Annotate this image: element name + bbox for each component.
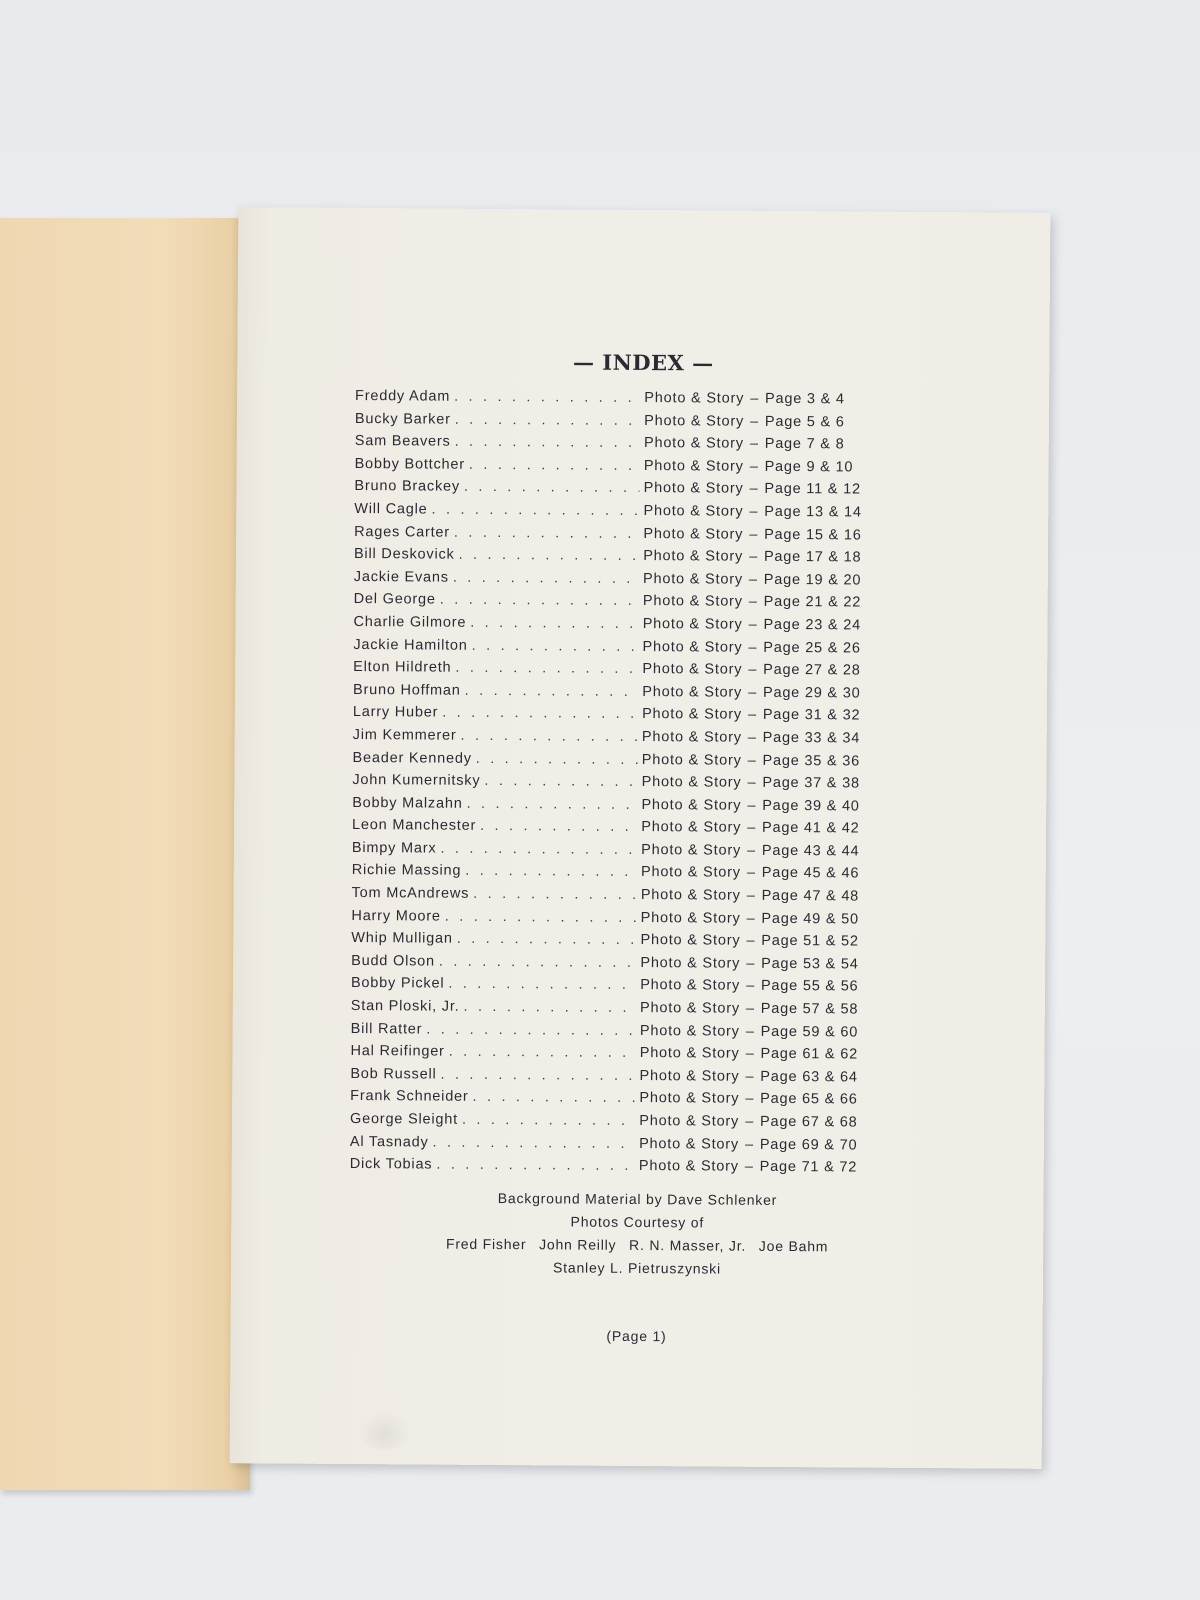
entry-pages: Page 13 & 14 [764, 503, 862, 521]
entry-name: Bill Ratter [350, 1020, 423, 1038]
entry-kind: Photo & Story [642, 683, 743, 701]
entry-name: Harry Moore [351, 907, 441, 925]
entry-pages: Page 69 & 70 [759, 1136, 858, 1154]
entry-kind: Photo & Story [643, 570, 743, 588]
entry-name: Hal Reifinger [350, 1043, 445, 1060]
entry-name: Jim Kemmerer [352, 726, 457, 744]
dot-leader [445, 908, 637, 925]
entry-dash: – [749, 435, 759, 453]
dot-leader [465, 682, 639, 699]
entry-kind: Photo & Story [639, 1067, 740, 1085]
entry-dash: – [746, 955, 756, 972]
entry-dash: – [746, 932, 756, 950]
entry-pages: Page 55 & 56 [760, 978, 859, 995]
entry-name: Bobby Malzahn [352, 794, 463, 812]
entry-pages: Page 37 & 38 [762, 774, 860, 792]
index-title: — INDEX — [572, 349, 714, 376]
entry-kind: Photo & Story [639, 1113, 740, 1130]
entry-kind: Photo & Story [641, 796, 742, 814]
entry-name: Bobby Pickel [350, 975, 445, 993]
entry-dash: – [747, 707, 757, 724]
entry-kind: Photo & Story [643, 457, 744, 475]
dot-leader [440, 592, 639, 609]
entry-pages: Page 31 & 32 [762, 707, 861, 724]
entry-kind: Photo & Story [640, 1000, 740, 1017]
entry-pages: Page 25 & 26 [763, 639, 861, 657]
entry-dash: – [747, 774, 757, 791]
entry-kind: Photo & Story [640, 887, 741, 904]
dot-leader [469, 457, 640, 474]
dot-leader [484, 773, 637, 790]
entry-kind: Photo & Story [640, 909, 741, 927]
dot-leader [459, 547, 640, 564]
entry-dash: – [744, 1158, 754, 1175]
entry-pages: Page 5 & 6 [764, 413, 845, 431]
entry-dash: – [745, 1000, 755, 1017]
credits-photos-heading: Photos Courtesy of [570, 1213, 705, 1231]
entry-name: Leon Manchester [352, 817, 477, 835]
dot-leader [473, 1089, 636, 1106]
dot-leader [476, 750, 638, 767]
entry-kind: Photo & Story [639, 1135, 740, 1153]
entry-pages: Page 35 & 36 [762, 752, 861, 770]
dot-leader [440, 1066, 635, 1083]
entry-name: Sam Beavers [354, 433, 451, 450]
dot-leader [470, 615, 639, 632]
entry-pages: Page 23 & 24 [763, 616, 862, 634]
dot-leader [439, 953, 637, 970]
entry-pages: Page 45 & 46 [761, 865, 860, 882]
entry-pages: Page 7 & 8 [764, 436, 845, 453]
entry-kind: Photo & Story [642, 615, 743, 633]
entry-kind: Photo & Story [641, 841, 742, 859]
entry-kind: Photo & Story [641, 751, 742, 769]
index-entry [350, 1156, 910, 1183]
entry-pages: Page 43 & 44 [761, 842, 860, 860]
dot-leader [462, 1112, 635, 1129]
entry-dash: – [748, 639, 758, 656]
dot-leader [465, 863, 637, 880]
entry-name: Bruno Hoffman [352, 681, 461, 699]
entry-dash: – [746, 887, 756, 904]
page-number: (Page 1) [606, 1327, 667, 1345]
entry-pages: Page 3 & 4 [765, 390, 845, 408]
dot-leader [432, 1134, 635, 1151]
entry-pages: Page 19 & 20 [763, 571, 862, 589]
entry-dash: – [748, 594, 758, 611]
entry-kind: Photo & Story [642, 638, 743, 656]
dot-leader [449, 1044, 636, 1061]
dot-leader [457, 931, 637, 948]
entry-pages: Page 61 & 62 [760, 1046, 859, 1063]
entry-dash: – [746, 910, 756, 927]
dot-leader [431, 502, 639, 519]
entry-name: George Sleight [349, 1110, 459, 1128]
entry-kind: Photo & Story [643, 480, 744, 498]
entry-pages: Page 9 & 10 [764, 458, 854, 476]
entry-kind: Photo & Story [643, 502, 744, 520]
entry-pages: Page 17 & 18 [763, 549, 862, 566]
entry-name: Richie Massing [351, 862, 462, 880]
entry-name: Bill Deskovick [353, 546, 455, 563]
entry-kind: Photo & Story [643, 435, 744, 452]
entry-pages: Page 29 & 30 [762, 684, 861, 702]
entry-dash: – [745, 1023, 755, 1040]
entry-kind: Photo & Story [641, 728, 742, 746]
entry-name: Beader Kennedy [352, 749, 472, 767]
entry-pages: Page 53 & 54 [761, 955, 859, 973]
dot-leader [426, 1021, 636, 1038]
entry-name: Dick Tobias [349, 1156, 433, 1173]
dot-leader [455, 660, 638, 677]
credits [231, 1185, 1044, 1283]
photographer-name: R. N. Masser, Jr. [629, 1236, 747, 1254]
dot-leader [454, 389, 640, 406]
dot-leader [455, 434, 641, 451]
left-page [0, 218, 250, 1490]
photographer-name: Joe Bahm [758, 1237, 829, 1255]
entry-name: Bobby Bottcher [354, 455, 466, 473]
entry-dash: – [747, 752, 757, 769]
entry-pages: Page 33 & 34 [762, 729, 861, 747]
entry-pages: Page 67 & 68 [759, 1113, 858, 1131]
entry-name: Tom McAndrews [351, 885, 470, 902]
index-page [230, 207, 1051, 1469]
entry-name: Will Cagle [354, 500, 428, 518]
entry-dash: – [748, 571, 758, 588]
dot-leader [442, 705, 638, 722]
entry-kind: Photo & Story [641, 774, 742, 791]
entry-pages: Page 15 & 16 [764, 526, 862, 544]
entry-kind: Photo & Story [640, 932, 741, 949]
entry-pages: Page 27 & 28 [763, 661, 861, 679]
entry-dash: – [748, 684, 758, 701]
entry-dash: – [747, 797, 757, 814]
entry-dash: – [749, 503, 759, 520]
entry-dash: – [745, 1091, 755, 1108]
entry-pages: Page 49 & 50 [761, 910, 859, 928]
entry-pages: Page 57 & 58 [760, 1000, 859, 1018]
entry-name: Frank Schneider [350, 1088, 469, 1106]
entry-kind: Photo & Story [639, 1090, 740, 1108]
entry-pages: Page 39 & 40 [762, 797, 860, 815]
entry-kind: Photo & Story [644, 390, 745, 407]
dot-leader [472, 637, 639, 654]
dot-leader [453, 569, 639, 586]
entry-dash: – [748, 616, 758, 633]
dot-leader [480, 818, 637, 835]
photographer-name: John Reilly [539, 1236, 617, 1253]
entry-name: Charlie Gilmore [353, 613, 467, 631]
dot-leader [463, 999, 636, 1016]
dot-leader [448, 976, 636, 993]
entry-kind: Photo & Story [644, 412, 745, 430]
entry-dash: – [749, 413, 759, 430]
entry-pages: Page 71 & 72 [759, 1159, 858, 1176]
entry-name: Stan Ploski, Jr. [350, 998, 460, 1015]
entry-name: Al Tasnady [349, 1133, 429, 1151]
entry-pages: Page 11 & 12 [764, 481, 861, 498]
entry-dash: – [750, 390, 760, 407]
credits-photographer-last: Stanley L. Pietruszynski [553, 1259, 721, 1277]
entry-pages: Page 59 & 60 [760, 1023, 859, 1041]
entry-dash: – [746, 842, 756, 859]
entry-pages: Page 63 & 64 [760, 1068, 858, 1086]
entry-name: Whip Mulligan [351, 930, 453, 947]
entry-kind: Photo & Story [642, 706, 743, 724]
entry-kind: Photo & Story [640, 954, 741, 972]
entry-kind: Photo & Story [640, 864, 741, 882]
entry-kind: Photo & Story [643, 525, 744, 543]
paper-dent [358, 1410, 412, 1450]
entry-dash: – [749, 526, 759, 543]
entry-dash: – [745, 1045, 755, 1063]
entry-name: Jackie Evans [353, 568, 449, 586]
entry-kind: Photo & Story [639, 1045, 740, 1062]
dot-leader [454, 524, 640, 541]
index-list [350, 388, 916, 1183]
entry-dash: – [745, 1068, 755, 1085]
entry-kind: Photo & Story [638, 1158, 739, 1175]
credits-background: Background Material by Dave Schlenker [497, 1190, 778, 1208]
dot-leader [473, 886, 637, 903]
entry-dash: – [744, 1136, 754, 1153]
entry-pages: Page 65 & 66 [760, 1091, 858, 1108]
entry-dash: – [749, 458, 759, 475]
dot-leader [440, 840, 637, 857]
entry-kind: Photo & Story [642, 593, 743, 611]
entry-kind: Photo & Story [640, 977, 741, 995]
entry-dash: – [746, 865, 756, 882]
entry-pages: Page 51 & 52 [761, 933, 859, 950]
entry-kind: Photo & Story [642, 661, 743, 678]
entry-name: Jackie Hamilton [353, 636, 468, 654]
dot-leader [436, 1157, 635, 1174]
entry-dash: – [747, 820, 757, 837]
entry-name: Budd Olson [351, 952, 435, 970]
entry-dash: – [747, 729, 757, 746]
entry-name: Bob Russell [350, 1065, 437, 1083]
dot-leader [455, 411, 641, 428]
entry-name: John Kumernitsky [352, 772, 481, 789]
dot-leader [461, 728, 638, 745]
photographer-name: Fred Fisher [445, 1235, 527, 1253]
entry-kind: Photo & Story [643, 548, 744, 565]
entry-dash: – [745, 1113, 755, 1130]
entry-dash: – [746, 978, 756, 995]
entry-name: Del George [353, 591, 436, 608]
entry-pages: Page 47 & 48 [761, 887, 860, 905]
entry-dash: – [748, 661, 758, 678]
dot-leader [467, 795, 638, 812]
entry-dash: – [749, 548, 759, 565]
entry-pages: Page 41 & 42 [762, 820, 860, 837]
entry-name: Bruno Brackey [354, 478, 461, 496]
entry-name: Larry Huber [352, 704, 439, 721]
dot-leader [464, 479, 640, 496]
entry-name: Bimpy Marx [351, 839, 437, 857]
entry-name: Rages Carter [354, 523, 451, 541]
entry-name: Freddy Adam [355, 388, 451, 405]
entry-pages: Page 21 & 22 [763, 594, 862, 611]
entry-kind: Photo & Story [639, 1022, 740, 1040]
entry-name: Elton Hildreth [353, 659, 452, 676]
entry-kind: Photo & Story [641, 819, 742, 836]
entry-name: Bucky Barker [354, 410, 451, 428]
entry-dash: – [749, 481, 759, 498]
